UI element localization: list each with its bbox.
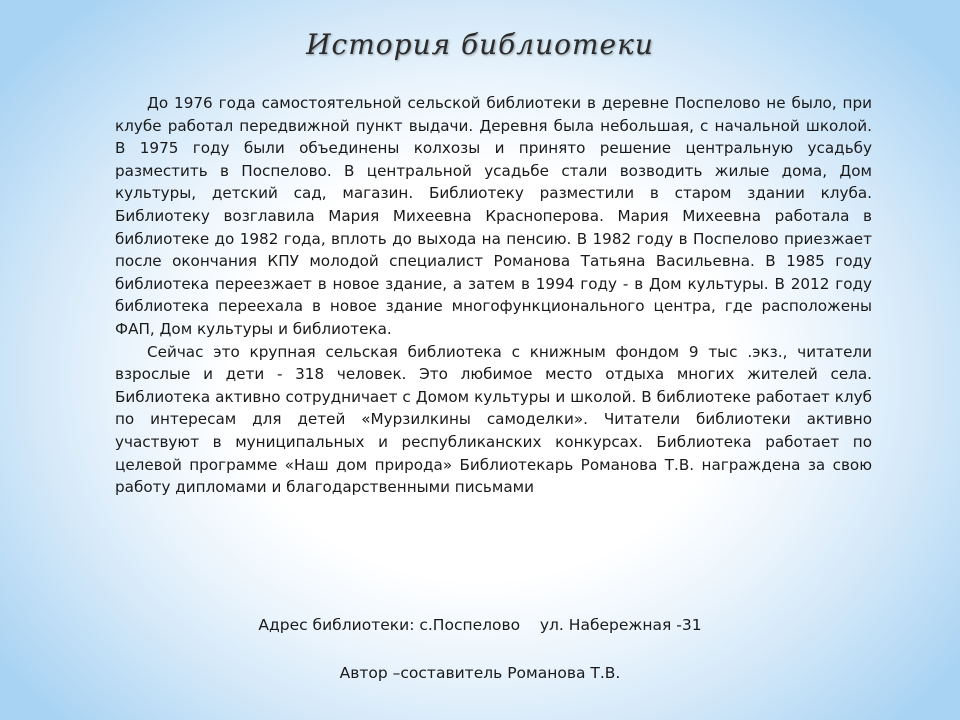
author-credit: Автор –составитель Романова Т.В. xyxy=(339,664,621,682)
paragraph-current: Сейчас это крупная сельская библиотека с книжным фондом 9 тыс .экз., читатели взрослые и дети - 318 человек. Это любимое место отдыха многих жителей села. Библиотека активно сотрудничает с Домом культуры и школой. В библиотеке работает клуб по интересам для детей «Мурзилкины самоделки». Читатели библиотеки активно участвуют в муниципальных и республиканских конкурсах. Библиотека работает по целевой программе «Наш дом природа» Библиотекарь Романова Т.В. награждена за свою работу дипломами и благодарственными письмами xyxy=(115,342,872,497)
paragraph-history: До 1976 года самостоятельной сельской библиотеки в деревне Поспелово не было, при клубе работал передвижной пункт выдачи. Деревня была небольшая, с начальной школой. В 1975 году были объединены колхозы и принято решение центральную усадьбу разместить в Поспелово. В центральной усадьбе стали возводить жилые дома, Дом культуры, детский сад, магазин. Библиотеку разместили в старом здании клуба. Библиотеку возглавила Мария Михеевна Красноперова. Мария Михеевна работала в библиотеке до 1982 года, вплоть до выхода на пенсию. В 1982 году в Поспелово приезжает после окончания КПУ молодой специалист Романова Татьяна Васильевна. В 1985 году библиотека переезжает в новое здание, а затем в 1994 году - в Дом культуры. В 2012 году библиотека переехала в новое здание многофункционального центра, где расположены ФАП, Дом культуры и библиотека. xyxy=(115,94,872,338)
body-text xyxy=(115,92,872,499)
page-title: История библиотеки xyxy=(306,28,654,61)
library-address: Адрес библиотеки: с.Поспелово ул. Набережная -31 xyxy=(258,616,702,634)
